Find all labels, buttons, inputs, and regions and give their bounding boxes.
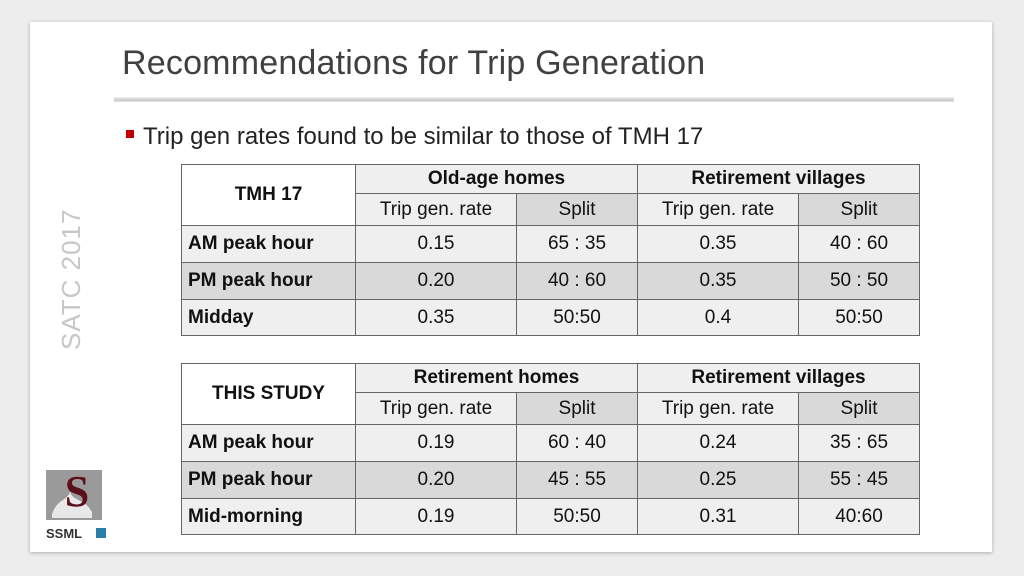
table-cell: 35 : 65 bbox=[799, 425, 920, 462]
table-cell: 50:50 bbox=[517, 300, 638, 336]
logo-s-mark: S bbox=[64, 468, 90, 516]
bullet-point bbox=[126, 123, 703, 151]
table-row bbox=[182, 263, 920, 300]
table-cell: 55 : 45 bbox=[799, 462, 920, 499]
this-study-table bbox=[181, 363, 920, 535]
subheader-split: Split bbox=[517, 393, 638, 425]
table-row bbox=[182, 226, 920, 263]
table-cell: 45 : 55 bbox=[517, 462, 638, 499]
subheader-trip-gen-rate: Trip gen. rate bbox=[638, 194, 799, 226]
table-cell: 40 : 60 bbox=[799, 226, 920, 263]
table-cell: 0.24 bbox=[638, 425, 799, 462]
table-cell: 0.35 bbox=[638, 263, 799, 300]
table-cell: 0.31 bbox=[638, 499, 799, 535]
row-label: AM peak hour bbox=[182, 226, 356, 263]
table-cell: 0.35 bbox=[638, 226, 799, 263]
table-row bbox=[182, 499, 920, 535]
group-header-retirement-villages: Retirement villages bbox=[638, 165, 920, 194]
table-cell: 40 : 60 bbox=[517, 263, 638, 300]
table-row bbox=[182, 300, 920, 336]
table-cell: 40:60 bbox=[799, 499, 920, 535]
slide-title: Recommendations for Trip Generation bbox=[122, 44, 706, 82]
row-label: PM peak hour bbox=[182, 462, 356, 499]
square-bullet-icon bbox=[126, 130, 134, 138]
group-header-old-age-homes: Old-age homes bbox=[356, 165, 638, 194]
table-corner-label: TMH 17 bbox=[182, 165, 356, 226]
table-cell: 60 : 40 bbox=[517, 425, 638, 462]
table-row bbox=[182, 462, 920, 499]
table-cell: 0.15 bbox=[356, 226, 517, 263]
logo-text: SSML bbox=[46, 526, 83, 541]
group-header-retirement-villages: Retirement villages bbox=[638, 364, 920, 393]
bullet-text: Trip gen rates found to be similar to those of TMH 17 bbox=[143, 123, 704, 150]
table-cell: 0.19 bbox=[356, 499, 517, 535]
table-cell: 0.20 bbox=[356, 263, 517, 300]
subheader-split: Split bbox=[517, 194, 638, 226]
row-label: AM peak hour bbox=[182, 425, 356, 462]
table-cell: 50:50 bbox=[799, 300, 920, 336]
subheader-split: Split bbox=[799, 393, 920, 425]
subheader-trip-gen-rate: Trip gen. rate bbox=[356, 194, 517, 226]
table-cell: 0.19 bbox=[356, 425, 517, 462]
logo-accent-icon bbox=[96, 528, 106, 538]
table-cell: 0.20 bbox=[356, 462, 517, 499]
table-corner-label: THIS STUDY bbox=[182, 364, 356, 425]
side-label: SATC 2017 bbox=[56, 208, 86, 350]
row-label: Mid-morning bbox=[182, 499, 356, 535]
tmh17-table bbox=[181, 164, 920, 336]
title-divider bbox=[114, 97, 954, 102]
table-cell: 0.35 bbox=[356, 300, 517, 336]
table-cell: 50 : 50 bbox=[799, 263, 920, 300]
subheader-trip-gen-rate: Trip gen. rate bbox=[356, 393, 517, 425]
table-cell: 50:50 bbox=[517, 499, 638, 535]
table-cell: 65 : 35 bbox=[517, 226, 638, 263]
row-label: Midday bbox=[182, 300, 356, 336]
subheader-trip-gen-rate: Trip gen. rate bbox=[638, 393, 799, 425]
table-row bbox=[182, 425, 920, 462]
group-header-retirement-homes: Retirement homes bbox=[356, 364, 638, 393]
table-cell: 0.4 bbox=[638, 300, 799, 336]
table-cell: 0.25 bbox=[638, 462, 799, 499]
subheader-split: Split bbox=[799, 194, 920, 226]
row-label: PM peak hour bbox=[182, 263, 356, 300]
ssml-logo bbox=[44, 468, 110, 544]
